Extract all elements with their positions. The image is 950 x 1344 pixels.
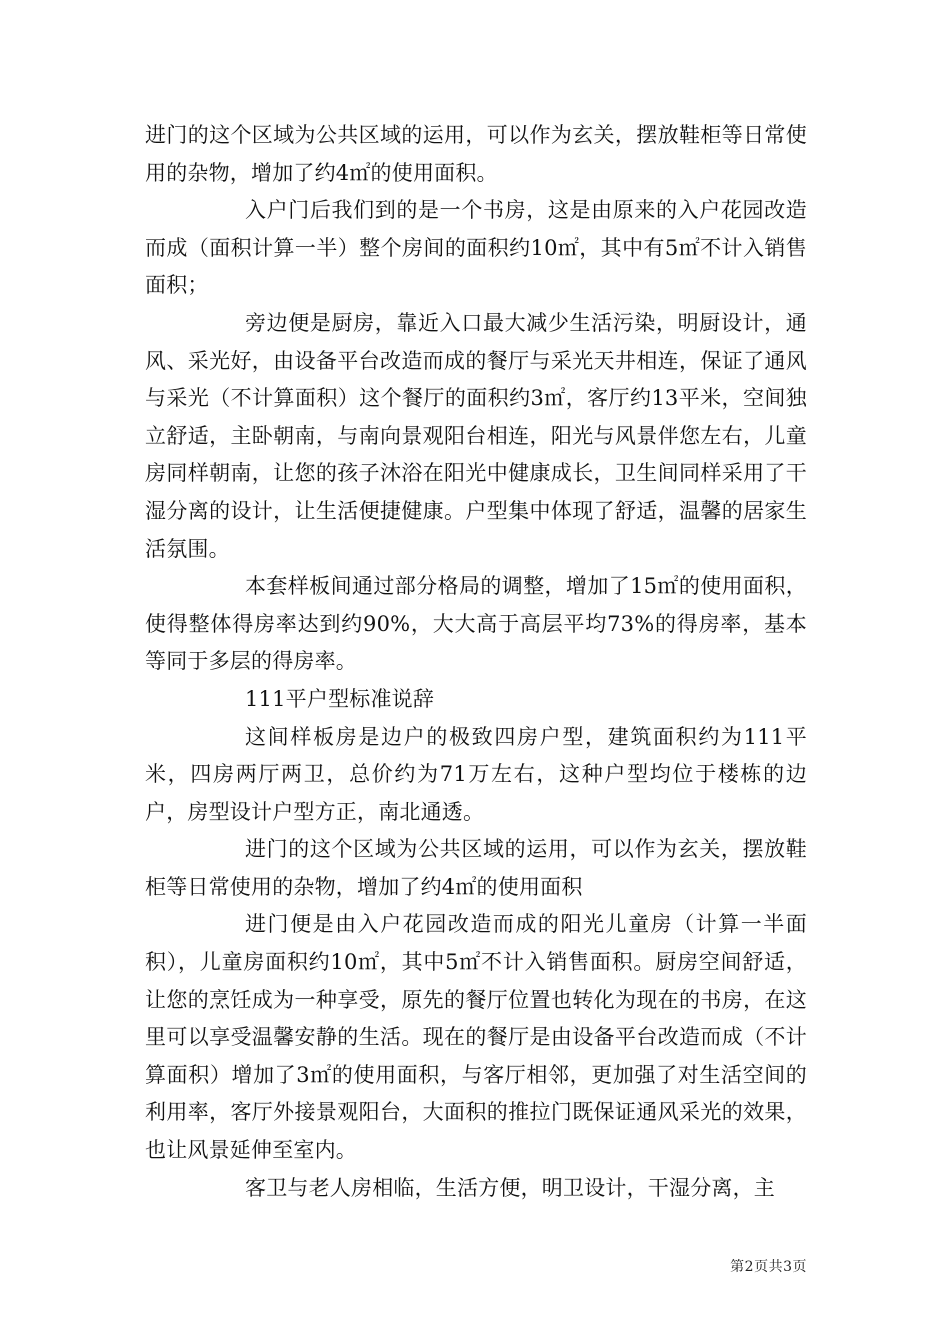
document-body bbox=[145, 117, 807, 1207]
paragraph-111-overview: 这间样板房是边户的极致四房户型，建筑面积约为111平米，四房两厅两卫，总价约为71万左右，这种户型均位于楼栋的边户，房型设计户型方正，南北通透。 bbox=[145, 724, 807, 824]
page-number-footer: 第2页共3页 bbox=[730, 1259, 807, 1275]
paragraph-study-room: 入户门后我们到的是一个书房，这是由原来的入户花园改造而成（面积计算一半）整个房间的面积约10㎡，其中有5㎡不计入销售面积； bbox=[145, 198, 807, 298]
paragraph-efficiency: 本套样板间通过部分格局的调整，增加了15㎡的使用面积，使得整体得房率达到约90%，大大高于高层平均73%的得房率，基本等同于多层的得房率。 bbox=[145, 574, 807, 674]
paragraph-111-children-room: 进门便是由入户花园改造而成的阳光儿童房（计算一半面积），儿童房面积约10㎡，其中5㎡不计入销售面积。厨房空间舒适，让您的烹饪成为一种享受，原先的餐厅位置也转化为现在的书房，在这里可以享受温馨安静的生活。现在的餐厅是由设备平台改造而成（不计算面积）增加了3㎡的使用面积，与客厅相邻，更加强了对生活空间的利用率，客厅外接景观阳台，大面积的推拉门既保证通风采光的效果，也让风景延伸至室内。 bbox=[145, 912, 807, 1163]
paragraph-kitchen-layout: 旁边便是厨房，靠近入口最大减少生活污染，明厨设计，通风、采光好，由设备平台改造而成的餐厅与采光天井相连，保证了通风与采光（不计算面积）这个餐厅的面积约3㎡，客厅约13平米，空间独立舒适，主卧朝南，与南向景观阳台相连，阳光与风景伴您左右，儿童房同样朝南，让您的孩子沐浴在阳光中健康成长，卫生间同样采用了干湿分离的设计，让生活便捷健康。户型集中体现了舒适，温馨的居家生活氛围。 bbox=[145, 310, 807, 561]
section-heading-111: 111平户型标准说辞 bbox=[245, 686, 435, 711]
paragraph-entry-area: 进门的这个区域为公共区域的运用，可以作为玄关，摆放鞋柜等日常使用的杂物，增加了约4㎡的使用面积。 bbox=[145, 123, 807, 185]
paragraph-111-guest-bath: 客卫与老人房相临，生活方便，明卫设计，干湿分离，主 bbox=[245, 1175, 775, 1200]
paragraph-111-entry-area: 进门的这个区域为公共区域的运用，可以作为玄关，摆放鞋柜等日常使用的杂物，增加了约4㎡的使用面积 bbox=[145, 837, 807, 899]
